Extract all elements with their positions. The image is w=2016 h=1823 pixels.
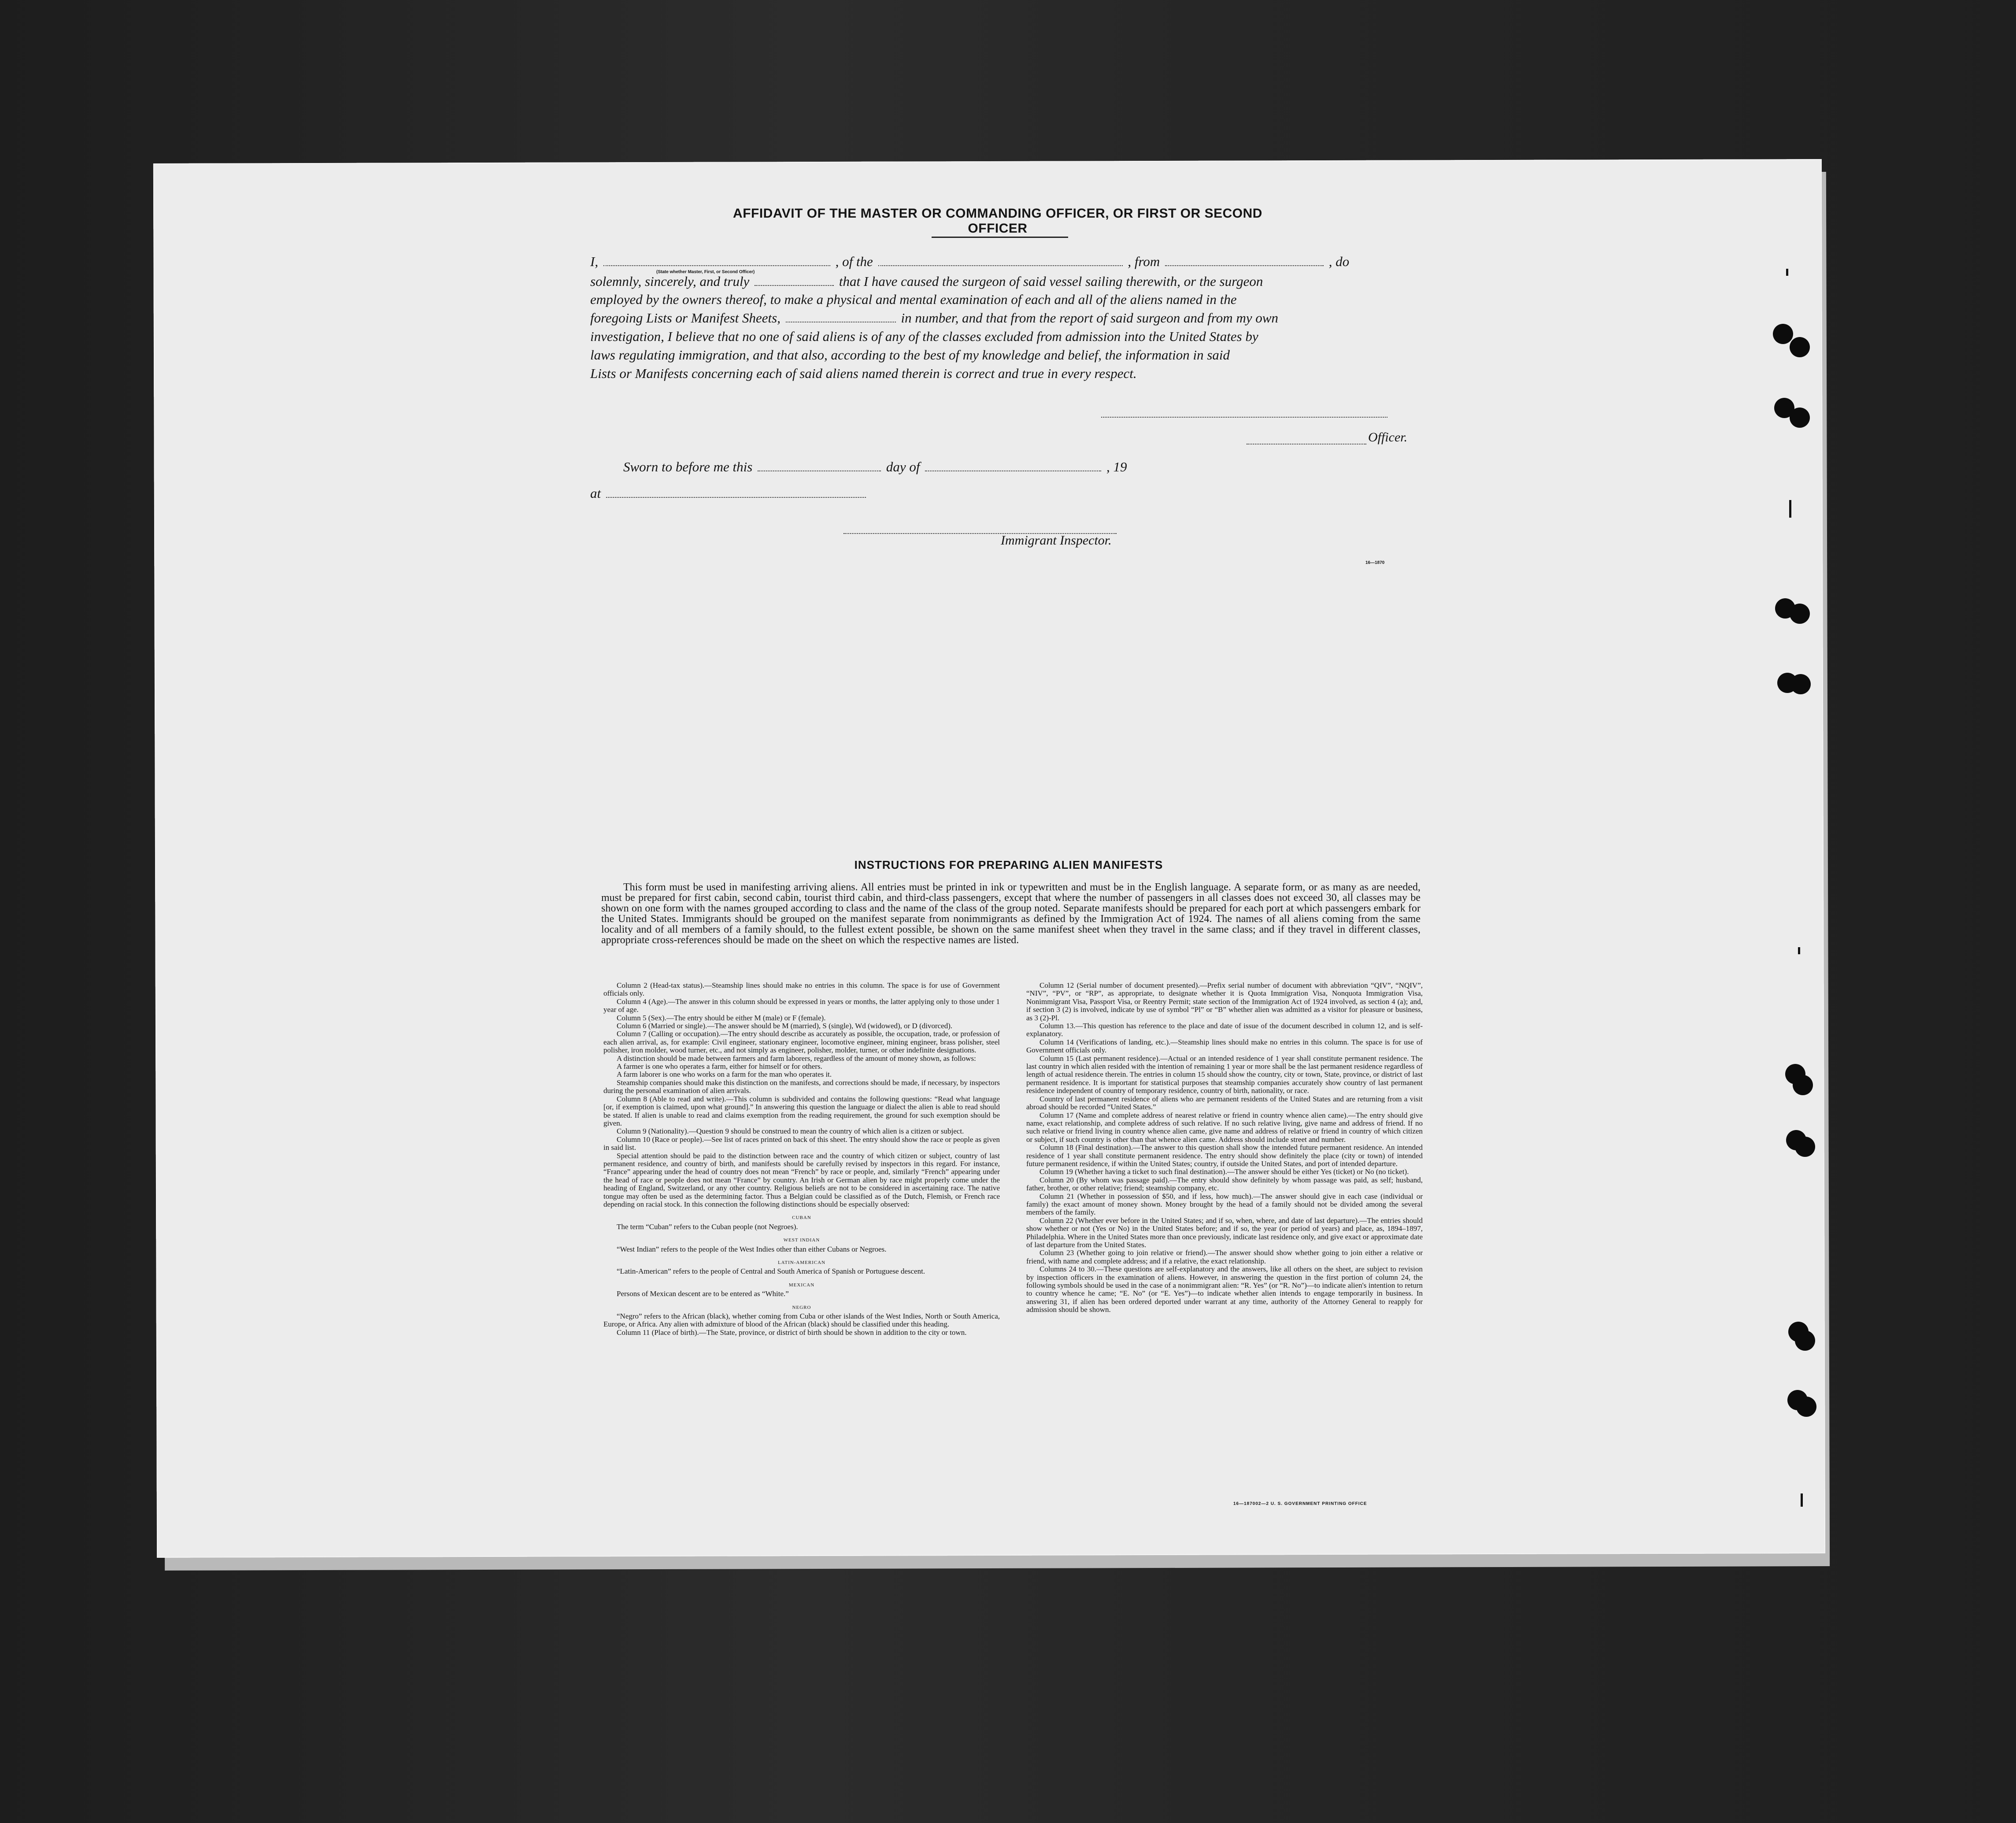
binder-hole — [1790, 604, 1810, 624]
affidavit-do: , do — [1328, 254, 1350, 269]
sworn-day-field[interactable] — [758, 470, 881, 471]
affidavit-line-6: laws regulating immigration, and that also, according to the best of my knowledge and belief, the information in said — [590, 347, 1230, 363]
binder-hole — [1795, 1137, 1815, 1157]
officer-signature-line[interactable] — [1101, 416, 1387, 418]
margin-mark — [1801, 1493, 1803, 1507]
printing-office-footer: 16—187002—2 U. S. GOVERNMENT PRINTING OFFICE — [1233, 1501, 1367, 1506]
sworn-line: Sworn to before me this day of , 19 — [623, 459, 1127, 474]
margin-mark — [1786, 269, 1788, 276]
officer-rank-field[interactable] — [603, 264, 830, 266]
binder-hole — [1790, 337, 1810, 357]
binder-hole — [1795, 1330, 1815, 1351]
heading-cuban: CUBAN — [792, 1215, 811, 1221]
affidavit-title: AFFIDAVIT OF THE MASTER OR COMMANDING OFFICER, OR FIRST OR SECOND OFFICER — [733, 206, 1262, 236]
margin-mark — [1789, 500, 1791, 518]
instructions-right-column: Column 12 (Serial number of document presented).—Prefix serial number of document with abbreviation “QIV”, “NQIV”, “NIV”, “PV”, or “RP”, as appropriate, to designate whether it is Quota Immigration Visa, Nonquota Immigration Visa, Nonimmigrant Visa, Passport Visa, or Reentry Permit; state section of the Immigration Act of 1924 involved, as section 4 (a); and, if section 3 (2) is involved, indicate by use of symbol “Pl” or “B” whether alien was admitted as a visitor for pleasure or business, as 3 (2)-Pl. Column 13.—This question has reference to the place and date of issue of the document described in column 12, and is self-explanatory. Column 14 (Verifications of landing, etc.).—Steamship lines should make no entries in this column. The space is for use of Government officials only. Column 15 (Last permanent residence).—Actual or an intended residence of 1 year shall constitute permanent residence. The last country in which alien resided with the intention of remaining 1 year or more shall be the last permanent residence regardless of length of actual residence therein. The entries in column 15 should show the country, city or town, State, province, or district of last permanent residence. It is important for statistical purposes that steamship companies accurately show country of last permanent residence independent of country of temporary residence, country of birth, nationality, or race. Country of last permanent residence of aliens who are permanent residents of the United States and are returning from a visit abroad should be recorded “United States.” Column 17 (Name and complete address of nearest relative or friend in country whence alien came).—The entry should give name, exact relationship, and complete address of such relative. If no such relative living, give name and address of friend. If no such relative or friend living in country whence alien came, give name and address of relative or friend in country of which citizen or subject, if such country is other than that whence alien came. Address should include street and number. Column 18 (Final destination).—The answer to this question shall show the intended future permanent residence. An intended residence of 1 year shall constitute permanent residence. The entry should show definitely the place (city or town) of intended future permanent residence, if within the United States; country, if outside the United States, and port of intended departure. Column 19 (Whether having a ticket to such final destination).—The answer should be either Yes (ticket) or No (no ticket). Column 20 (By whom was passage paid).—The entry should show definitely by whom passage was paid, as self; husband, father, brother, or other relative; friend; steamship company, etc. Column 21 (Whether in possession of $50, and if less, how much).—The answer should give in each case (individual or family) the exact amount of money shown. Money brought by the head of a family should not be divided among the several members of the family. Column 22 (Whether ever before in the United States; and if so, when, where, and date of last departure).—The entries should show whether or not (Yes or No) in the United States before; and if so, the year (or period of years) and place, as, 1894–1897, Philadelphia. Where in the United States more than once previously, indicate last residence only, and give exact or approximate date of last departure from the United States. Column 23 (Whether going to join relative or friend).—The answer should show whether going to join either a relative or friend, with name and complete address; and if a relative, the exact relationship. Columns 24 to 30.—These questions are self-explanatory and the answers, like all others on the sheet, are subject to revision by inspection officers in the examination of aliens. However, in answering the question in the first portion of column 24, the following symbols should be used in the case of a nonimmigrant alien: “R. Yes” (or “R. No”)—to indicate alien's intention to return to country whence he came; “E. No” (or “E. Yes”)—to indicate whether alien intends to engage temporarily in business. In answering 31, if alien has been ordered deported under warrant at any time, authority of the Attorney General to reapply for admission should be shown. — [1026, 981, 1423, 1314]
vessel-name-field[interactable] — [878, 264, 1123, 266]
heading-negro: NEGRO — [792, 1304, 811, 1310]
officer-label: Officer. — [1368, 430, 1408, 445]
affidavit-from: , from — [1128, 254, 1160, 269]
affidavit-line-7: Lists or Manifests concerning each of said aliens named therein is correct and true in every respect. — [590, 366, 1137, 381]
affidavit-line-1 — [590, 253, 1418, 270]
binder-hole — [1790, 674, 1811, 694]
binder-hole — [1793, 1075, 1813, 1095]
at-line: at — [590, 485, 1418, 502]
affidavit-line-5: investigation, I believe that no one of said aliens is of any of the classes excluded from admission into the United States by — [590, 329, 1258, 344]
instructions-intro: This form must be used in manifesting arriving aliens. All entries must be printed in ink or typewritten and must be in the English language. A separate form, or as many as are needed, must be prepared for first cabin, second cabin, tourist third cabin, and third-class passengers, except that where the number of passengers in all classes does not exceed 30, all classes may be shown on one form with the names grouped according to class and the name of the class of the group noted. Separate manifests should be prepared for each port at which passengers embark for the United States. Immigrants should be grouped on the manifest separate from nonimmigrants as defined by the Immigration Act of 1924. The names of all aliens coming from the same locality and of all members of a family should, to the fullest extent possible, be shown on the same manifest sheet when they travel in the same class; and if they travel in different classes, appropriate cross-references should be made on the sheet on which the respective names are listed. — [601, 882, 1420, 946]
affidavit-line-2: solemnly, sincerely, and truly that I have caused the surgeon of said vessel sailing therewith, or the surgeon — [590, 274, 1263, 289]
rank-note: (State whether Master, First, or Second Officer) — [656, 270, 755, 274]
binder-hole — [1790, 408, 1810, 428]
sheet-count-field[interactable] — [786, 321, 896, 322]
inspector-label: Immigrant Inspector. — [1001, 533, 1112, 548]
form-number: 16—1870 — [1365, 560, 1385, 565]
binder-hole — [1796, 1397, 1816, 1417]
affidavit-line-3: employed by the owners thereof, to make a physical and mental examination of each and all of the aliens named in the — [590, 292, 1237, 307]
binder-hole — [1773, 324, 1793, 344]
affidavit-of-the: , of the — [835, 254, 873, 269]
sworn-month-field[interactable] — [925, 470, 1101, 471]
heading-latin-american: LATIN-AMERICAN — [777, 1260, 826, 1265]
affidavit-i: I, — [590, 254, 599, 269]
instructions-title: INSTRUCTIONS FOR PREPARING ALIEN MANIFESTS — [854, 858, 1163, 871]
declaration-field[interactable] — [755, 284, 834, 286]
port-from-field[interactable] — [1165, 264, 1324, 266]
affidavit-line-4: foregoing Lists or Manifest Sheets, in number, and that from the report of said surgeon and from my own — [590, 310, 1279, 326]
instructions-left-column: Column 2 (Head-tax status).—Steamship lines should make no entries in this column. The space is for use of Government officials only. Column 4 (Age).—The answer in this column should be expressed in years or months, the latter applying only to those under 1 year of age. Column 5 (Sex).—The entry should be either M (male) or F (female). Column 6 (Married or single).—The answer should be M (married), S (single), Wd (widowed), or D (divorced). Column 7 (Calling or occupation).—The entry should describe as accurately as possible, the occupation, trade, or profession of each alien arrival, as, for example: Civil engineer, stationary engineer, locomotive engineer, mining engineer, brass polisher, steel polisher, iron molder, wood turner, etc., and not simply as engineer, polisher, molder, turner, or other indefinite designations. A distinction should be made between farmers and farm laborers, regardless of the amount of money shown, as follows: A farmer is one who operates a farm, either for himself or for others. A farm laborer is one who works on a farm for the man who operates it. Steamship companies should make this distinction on the manifests, and corrections should be made, if necessary, by inspectors during the personal examination of alien arrivals. Column 8 (Able to read and write).—This column is subdivided and contains the following questions: “Read what language [or, if exemption is claimed, upon what ground].” In answering this question the language or dialect the alien is able to read should be stated. If alien is unable to read and claims exemption from the reading requirement, the ground for such exemption should be given. Column 9 (Nationality).—Question 9 should be construed to mean the country of which alien is a citizen or subject. Column 10 (Race or people).—See list of races printed on back of this sheet. The entry should show the race or people as given in said list. Special attention should be paid to the distinction between race and the country of which citizen or subject, country of last permanent residence, and country of birth, and manifests should be carefully revised by inspectors in this regard. For instance, “France” appearing under the head of country does not mean “French” by race or people, and, similarly “French” appearing under the head of race or people does not mean “France” by country. An Irish or German alien by race might properly come under the heading of England, Switzerland, or any other country. Religious beliefs are not to be considered in ascertaining race. The native tongue may often be used as the determining factor. Thus a Belgian could be classified as of the Dutch, Flemish, or French race depending on racial stock. In this connection the following distinctions should be especially observed: CUBAN The term “Cuban” refers to the Cuban people (not Negroes). WEST INDIAN “West Indian” refers to the people of the West Indies other than either Cubans or Negroes. LATIN-AMERICAN “Latin-American” refers to the people of Central and South America of Spanish or Portuguese descent. MEXICAN Persons of Mexican descent are to be entered as “White.” NEGRO “Negro” refers to the African (black), whether coming from Cuba or other islands of the West Indies, North or South America, Europe, or Africa. Any alien with admixture of blood of the African (black) should be classified under this heading. Column 11 (Place of birth).—The State, province, or district of birth should be shown in addition to the city or town. — [603, 981, 1000, 1337]
at-place-field[interactable] — [606, 496, 866, 498]
officer-title-line[interactable] — [1247, 443, 1366, 445]
heading-west-indian: WEST INDIAN — [783, 1238, 820, 1243]
heading-mexican: MEXICAN — [788, 1282, 815, 1288]
margin-mark — [1798, 947, 1800, 954]
title-rule — [932, 237, 1068, 238]
